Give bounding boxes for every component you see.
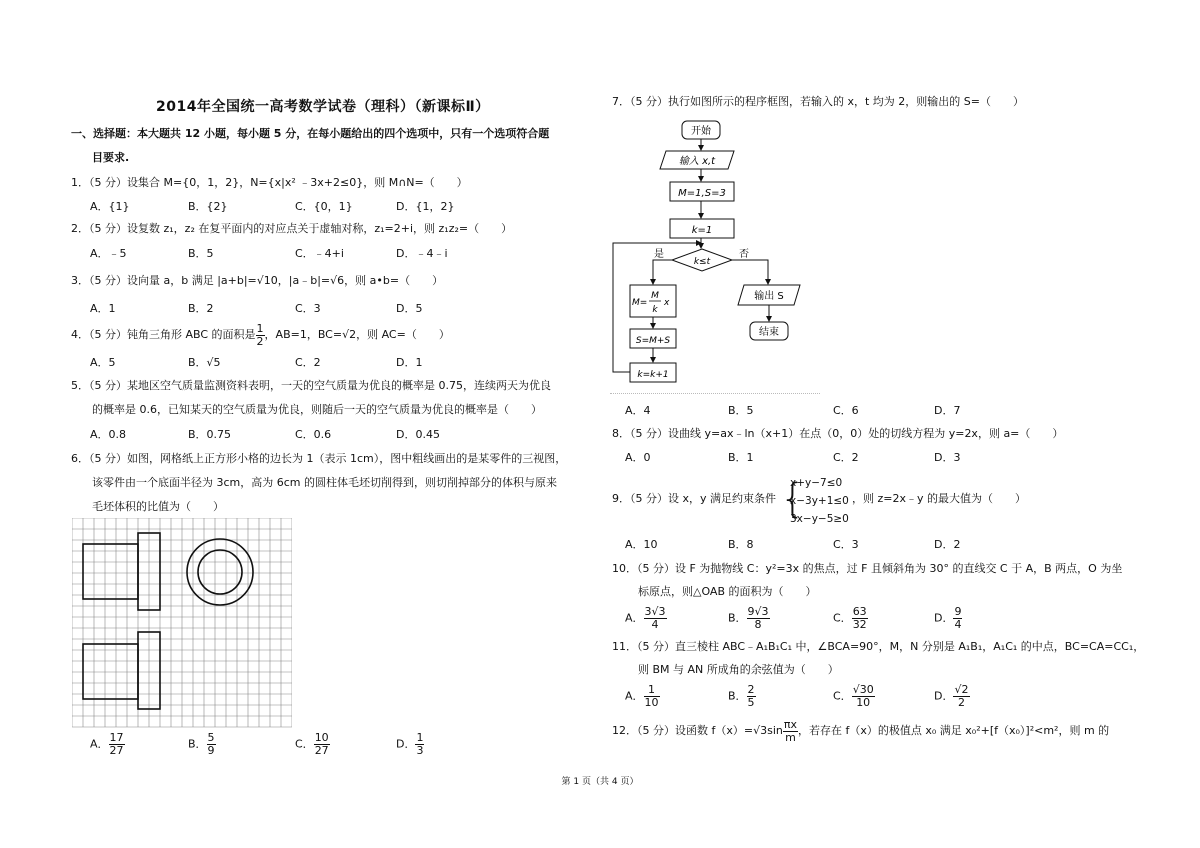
q11-option-a-num: 1	[644, 684, 660, 697]
q12-fraction	[783, 719, 798, 744]
q2-option-b: B．5	[188, 247, 214, 260]
q5-stem: 5．（5 分）某地区空气质量监测资料表明，一天的空气质量为优良的概率是 0.75，连续两天为优良	[71, 379, 551, 392]
q12-fraction-num: πx	[783, 717, 797, 731]
flow-s-label: S=M+S	[635, 336, 671, 346]
q4-option-d: D．1	[396, 356, 423, 369]
flow-inc-label: k=k+1	[637, 370, 669, 380]
q6-option-b-label: B．	[188, 737, 207, 751]
q9-option-b: B．8	[728, 538, 754, 551]
view-outlines	[83, 533, 253, 709]
page-title: 2014年全国统一高考数学试卷（理科）（新课标Ⅱ）	[156, 99, 490, 115]
q11-option-b	[728, 684, 756, 709]
top-view-inner-circle	[198, 550, 242, 594]
q9-constraint-3: 3x−y−5≥0	[790, 513, 849, 525]
q11-option-d-num: √2	[954, 683, 969, 696]
q6-option-c-num: 10	[314, 731, 329, 744]
flow-no-label: 否	[739, 249, 749, 260]
q6-option-a-num: 17	[109, 731, 124, 744]
q10-option-a	[625, 606, 667, 631]
q6-option-c-label: C．	[295, 737, 314, 751]
q10-option-d	[934, 606, 962, 631]
q4-option-b: B．√5	[188, 356, 221, 369]
q6-stem: 6．（5 分）如图，网格纸上正方形小格的边长为 1（表示 1cm），图中粗线画出的是某零件的三视图，	[71, 452, 567, 465]
flow-m-den: k	[652, 305, 658, 315]
q10-stem: 10．（5 分）设 F 为抛物线 C：y²=3x 的焦点，过 F 且倾斜角为 30° 的直线交 C 于 A，B 两点，O 为坐	[612, 562, 1123, 575]
q6-option-c-den: 27	[314, 744, 329, 757]
q11-option-c-label: C．	[833, 689, 852, 703]
q9-constraint-2: x−3y+1≤0	[790, 495, 849, 507]
q6-option-c-frac	[314, 732, 330, 757]
q10-option-c-frac	[852, 606, 868, 631]
flow-k-label: k=1	[691, 225, 713, 236]
q9-stem-a: 9．（5 分）设 x，y 满足约束条件	[612, 492, 777, 505]
q11-option-a-frac	[644, 684, 660, 709]
q6-option-d	[396, 732, 424, 757]
q6-option-a-frac	[109, 732, 125, 757]
q11-option-d	[934, 684, 970, 709]
q6-option-d-frac	[415, 732, 424, 757]
q7-stem: 7．（5 分）执行如图所示的程序框图，若输入的 x，t 均为 2，则输出的 S=（ ）	[612, 95, 1024, 108]
q6-option-b	[188, 732, 216, 757]
q2-stem: 2．（5 分）设复数 z₁，z₂ 在复平面内的对应点关于虚轴对称，z₁=2+i，则 z₁z₂=（ ）	[71, 222, 513, 235]
q10-option-c-den: 32	[852, 618, 867, 631]
q7-option-c: C．6	[833, 404, 859, 417]
q4-stem	[71, 322, 450, 348]
q10-option-b-frac	[747, 606, 770, 631]
q8-option-a: A．0	[625, 451, 651, 464]
q11-option-b-label: B．	[728, 689, 747, 703]
q6-option-b-num: 5	[207, 731, 215, 744]
q3-option-b: B．2	[188, 302, 214, 315]
q5-option-d: D．0.45	[396, 428, 440, 441]
q9-brace: {	[780, 476, 806, 522]
flowchart	[610, 118, 810, 390]
q5-option-a: A．0.8	[90, 428, 127, 441]
q11-option-d-den: 2	[957, 696, 965, 709]
q10-option-d-num: 9	[954, 605, 962, 618]
q3-option-d: D．5	[396, 302, 423, 315]
q11-option-b-frac	[747, 684, 756, 709]
page-footer: 第 1 页（共 4 页）	[561, 777, 639, 787]
q3-option-c: C．3	[295, 302, 321, 315]
q4-option-c: C．2	[295, 356, 321, 369]
q1-option-b: B．{2}	[188, 200, 228, 213]
q7-option-a: A．4	[625, 404, 651, 417]
q11-option-d-label: D．	[934, 689, 954, 703]
q8-stem: 8．（5 分）设曲线 y=ax﹣ln（x+1）在点（0，0）处的切线方程为 y=2x，则 a=（ ）	[612, 427, 1064, 440]
q8-option-b: B．1	[728, 451, 754, 464]
q11-option-c	[833, 684, 875, 709]
q10-option-a-den: 4	[651, 618, 659, 631]
q10-stem-cont: 标原点，则△OAB 的面积为（ ）	[638, 585, 817, 598]
flow-end-label: 结束	[759, 327, 779, 338]
q10-option-d-frac	[953, 606, 962, 631]
q6-option-a-label: A．	[90, 737, 109, 751]
q7-option-d: D．7	[934, 404, 961, 417]
q12-fraction-den: m	[785, 730, 796, 744]
q11-option-c-frac	[852, 684, 875, 709]
q11-option-a-label: A．	[625, 689, 644, 703]
q1-option-d: D．{1，2}	[396, 200, 455, 213]
flow-start-label: 开始	[691, 126, 711, 137]
q2-option-a: A．﹣5	[90, 247, 127, 260]
q5-stem-cont: 的概率是 0.6，已知某天的空气质量为优良，则随后一天的空气质量为优良的概率是（ ）	[92, 403, 542, 416]
q6-option-a	[90, 732, 125, 757]
q1-stem: 1．（5 分）设集合 M={0，1，2}，N={x|x² ﹣3x+2≤0}，则 M∩N=（ ）	[71, 176, 468, 189]
q6-option-b-frac	[207, 732, 216, 757]
grid	[72, 518, 292, 727]
q11-option-c-den: 10	[856, 696, 871, 709]
flow-m-label-b: x	[664, 298, 670, 308]
q11-option-a	[625, 684, 660, 709]
q12-stem-text-b: ，若存在 f（x）的极值点 x₀ 满足 x₀²+[f（x₀）]²<m²，则 m 的	[798, 724, 1110, 737]
q8-option-d: D．3	[934, 451, 961, 464]
q3-stem: 3．（5 分）设向量 a，b 满足 |a+b|=√10，|a﹣b|=√6，则 a•b=（ ）	[71, 274, 444, 287]
q9-option-c: C．3	[833, 538, 859, 551]
q4-fraction-num: 1	[256, 321, 264, 335]
q10-option-d-den: 4	[954, 618, 962, 631]
q11-option-b-den: 5	[747, 696, 755, 709]
q6-option-d-label: D．	[396, 737, 416, 751]
q9-stem-b: ，则 z=2x﹣y 的最大值为（ ）	[852, 492, 1027, 505]
q4-option-a: A．5	[90, 356, 116, 369]
front-view-body	[83, 544, 138, 599]
q6-option-a-den: 27	[109, 744, 124, 757]
q3-option-a: A．1	[90, 302, 116, 315]
q4-stem-text: 4．（5 分）钝角三角形 ABC 的面积是	[71, 328, 256, 341]
q1-option-a: A．{1}	[90, 200, 130, 213]
flow-init-label: M=1,S=3	[678, 188, 726, 199]
q6-stem-cont: 该零件由一个底面半径为 3cm，高为 6cm 的圆柱体毛坯切削得到，则切削掉部分的体积与原来	[92, 476, 558, 489]
q9-option-a: A．10	[625, 538, 658, 551]
q7-option-b: B．5	[728, 404, 754, 417]
q10-option-b	[728, 606, 770, 631]
flow-yes-label: 是	[654, 249, 664, 260]
q8-option-c: C．2	[833, 451, 859, 464]
q6-option-d-den: 3	[416, 744, 424, 757]
q4-fraction	[256, 323, 265, 348]
q11-stem-cont: 则 BM 与 AN 所成角的余弦值为（ ）	[638, 663, 839, 676]
q10-option-c	[833, 606, 868, 631]
q6-option-c	[295, 732, 330, 757]
side-view-body	[83, 644, 138, 699]
q10-option-b-label: B．	[728, 611, 747, 625]
section-heading-cont: 目要求.	[92, 151, 130, 164]
q10-option-a-num: 3√3	[644, 605, 666, 618]
q10-option-b-den: 8	[754, 618, 762, 631]
q6-option-d-num: 1	[416, 731, 424, 744]
q4-stem-text-b: ，AB=1，BC=√2，则 AC=（ ）	[264, 328, 450, 341]
q6-stem-cont2: 毛坯体积的比值为（ ）	[92, 500, 224, 513]
q6-option-b-den: 9	[207, 744, 215, 757]
flow-input-label: 输入 x,t	[678, 156, 716, 167]
q5-option-b: B．0.75	[188, 428, 232, 441]
q10-option-c-num: 63	[852, 605, 867, 618]
section-heading: 一、选择题：本大题共 12 小题，每小题 5 分，在每小题给出的四个选项中，只有一个选项符合题	[71, 127, 550, 140]
flow-output-label: 输出 S	[754, 291, 784, 302]
q10-option-a-label: A．	[625, 611, 644, 625]
flow-condition-label: k≤t	[693, 257, 711, 267]
q11-option-b-num: 2	[747, 683, 755, 696]
flow-m-label-a: M=	[632, 298, 648, 308]
q2-option-c: C．﹣4+i	[295, 247, 344, 260]
flowchart-divider	[610, 393, 820, 394]
q10-option-b-num: 9√3	[747, 605, 769, 618]
q11-option-a-den: 10	[644, 696, 659, 709]
q12-stem	[612, 718, 1109, 744]
q9-constraint-1: x+y−7≤0	[790, 477, 843, 489]
q2-option-d: D．﹣4﹣i	[396, 247, 448, 260]
q12-stem-text: 12．（5 分）设函数 f（x）=√3sin	[612, 724, 783, 737]
q1-option-c: C．{0，1}	[295, 200, 353, 213]
q10-option-c-label: C．	[833, 611, 852, 625]
q11-stem: 11．（5 分）直三棱柱 ABC﹣A₁B₁C₁ 中，∠BCA=90°，M，N 分别是 A₁B₁，A₁C₁ 的中点，BC=CA=CC₁，	[612, 640, 1145, 653]
three-view-drawing	[72, 518, 292, 728]
q9-option-d: D．2	[934, 538, 961, 551]
q11-option-d-frac	[953, 684, 969, 709]
q11-option-c-num: √30	[852, 683, 874, 696]
q5-option-c: C．0.6	[295, 428, 332, 441]
q4-fraction-den: 2	[256, 334, 264, 348]
q10-option-d-label: D．	[934, 611, 954, 625]
flow-m-num: M	[651, 291, 659, 301]
q10-option-a-frac	[644, 606, 667, 631]
